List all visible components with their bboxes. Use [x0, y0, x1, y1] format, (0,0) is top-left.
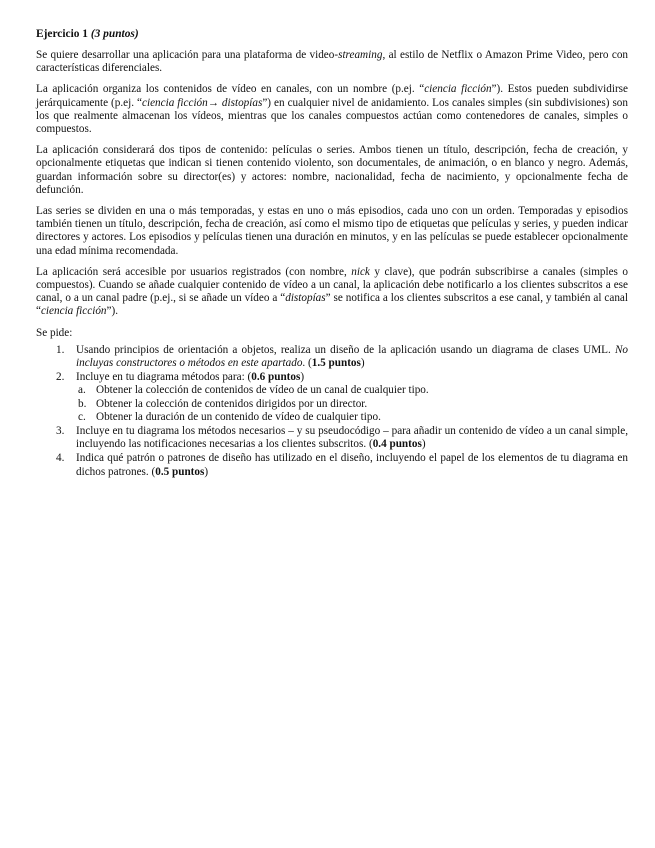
- subtask-item-c: c. Obtener la duración de un contenido de vídeo de cualquier tipo.: [78, 410, 381, 423]
- task-number: 2.: [56, 371, 65, 384]
- subtask-item-b: b. Obtener la colección de contenidos dirigidos por un director.: [78, 397, 368, 410]
- exercise-heading: [36, 28, 628, 41]
- task-item-3: 3. Incluye en tu diagrama los métodos necesarios – y su pseudocódigo – para añadir un contenido de vídeo a un canal simple, incluyendo las notificaciones necesarias a los clientes subscritos. (0.4 puntos): [56, 425, 628, 451]
- paragraph-series: Las series se dividen en una o más temporadas, y estas en uno o más episodios, cada uno con un orden. Temporadas y episodios también tienen un título, descripción, fecha de creación, así como el mismo tipo de etiquetas que películas y series, y pueden indicar directores y actores. Los episodios y películas tienen una duración en minutos, y en las películas se puede establecer opcionalmente una edad mínima recomendada.: [36, 205, 628, 257]
- task-number: 3.: [56, 425, 65, 438]
- exercise-title: Ejercicio 1: [36, 28, 88, 40]
- paragraph-intro: Se quiere desarrollar una aplicación para una plataforma de video-streaming, al estilo de Netflix o Amazon Prime Video, pero con características diferenciales.: [36, 49, 629, 75]
- paragraph-channels: La aplicación organiza los contenidos de vídeo en canales, con un nombre (p.ej. “ciencia ficción”). Estos pueden subdividirse jerárquicamente (p.ej. “ciencia ficción→ distopías”) en cualquier nivel de anidamiento. Los canales simples (sin subdivisiones) son los que realmente almacenan los vídeos, mientras que los canales compuestos actúan como contenedores de canales, simples o compuestos.: [36, 83, 628, 136]
- subtask-letter: a.: [78, 384, 86, 397]
- paragraph-content-types: La aplicación considerará dos tipos de contenido: películas o series. Ambos tienen un título, descripción, fecha de creación, y opcionalmente etiquetas que indican si tienen contenido violento, son documentales, de animación, o en blanco y negro. Además, guardan información sobre su director(es) y actores: nombre, nacionalidad, fecha de nacimiento, y opcionalmente fecha de defunción.: [36, 144, 628, 196]
- subtask-letter: c.: [78, 410, 86, 423]
- task-item-1: 1. Usando principios de orientación a objetos, realiza un diseño de la aplicación usando un diagrama de clases UML. No incluyas constructores o métodos en este apartado. (1.5 puntos): [56, 343, 628, 370]
- se-pide-label: Se pide:: [36, 326, 73, 339]
- exercise-points: (3 puntos): [90, 28, 139, 40]
- subtask-letter: b.: [78, 397, 87, 410]
- task-item-2: 2. Incluye en tu diagrama métodos para: (0.6 puntos) a. Obtener la colección de contenidos de vídeo de un canal de cualquier tipo. b. Obtener la colección de contenidos dirigidos por un director. c. Obtener la duración de un contenido de vídeo de cualquier tipo.: [36, 371, 628, 424]
- document-body: [36, 28, 628, 480]
- task-2-sublist: [76, 384, 628, 424]
- paragraph-users: La aplicación será accesible por usuarios registrados (con nombre, nick y clave), que podrán subscribirse a canales (simples o compuestos). Cuando se añade cualquier contenido de vídeo a un canal, la aplicación debe notificarlo a los clientes subscritos a ese canal, o a un canal padre (p.ej., si se añade un vídeo a “distopías” se notifica a los clientes subscritos a ese canal, y también al canal “ciencia ficción”).: [36, 265, 628, 318]
- task-number: 1.: [56, 343, 65, 356]
- task-number: 4.: [56, 452, 65, 465]
- task-item-4: 4. Indica qué patrón o patrones de diseño has utilizado en el diseño, incluyendo el papel de los elementos de tu diagrama en dichos patrones. (0.5 puntos): [56, 452, 628, 478]
- subtask-item-a: a. Obtener la colección de contenidos de vídeo de un canal de cualquier tipo.: [78, 384, 429, 397]
- task-list: [36, 344, 628, 479]
